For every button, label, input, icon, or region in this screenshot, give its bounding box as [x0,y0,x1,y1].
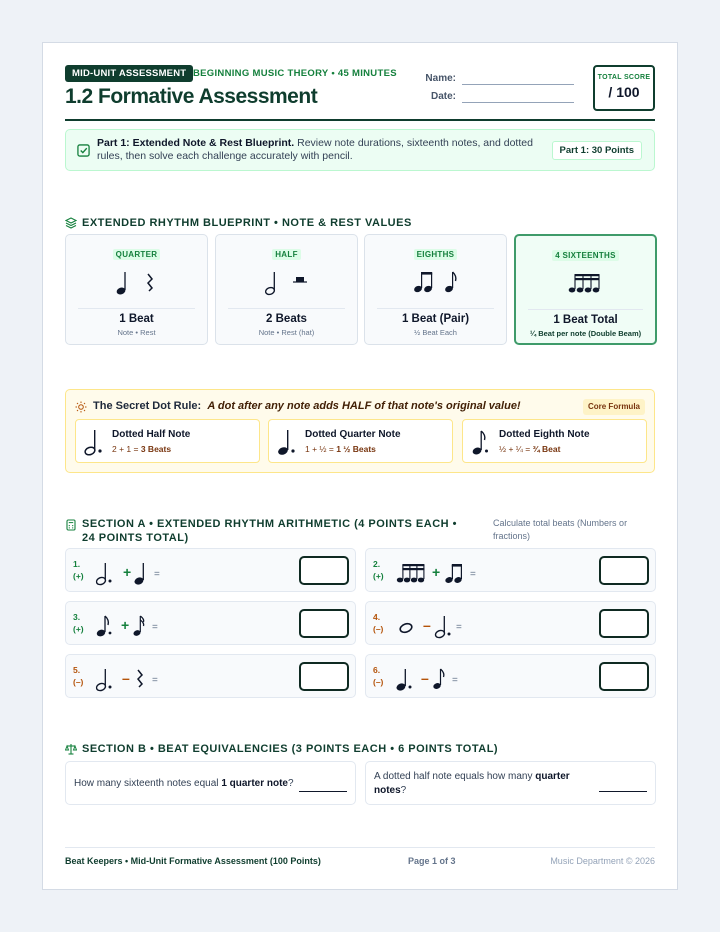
half-note-and-rest-icon [216,268,359,296]
problem-1-expression [92,555,292,587]
page-title: 1.2 Formative Assessment [65,85,318,108]
quarter-note-and-rest-icon [66,268,209,296]
question-b1 [65,761,356,805]
part-points-badge: Part 1: 30 Points [552,141,642,160]
answer-box[interactable] [299,556,349,585]
dotted-eighth-note-icon [469,426,495,458]
problem-2 [365,548,656,592]
problem-number: 4. [373,612,381,622]
dot-rule-statement: A dot after any note adds HALF of that note's original value! [207,400,521,412]
card-sub: Note • Rest (hat) [258,328,315,337]
operator: + [432,564,441,580]
card-sixteenths [514,234,657,345]
problem-sign: (–) [73,677,84,687]
question-b2 [365,761,656,805]
equals: = [154,569,160,580]
operator: – [122,670,130,686]
problem-number: 5. [73,665,81,675]
problem-number: 2. [373,559,381,569]
problem-number: 6. [373,665,381,675]
dotted-half-card [75,419,260,463]
header-divider [65,119,655,121]
answer-box[interactable] [599,662,649,691]
dotted-half-note-icon [82,426,108,458]
question-pre: How many sixteenth notes equal [74,778,222,789]
footer-right: Music Department © 2026 [550,856,655,866]
problem-2-expression [392,555,592,587]
question-post: ? [400,785,407,796]
eighth-notes-icon [365,268,508,296]
equals: = [456,622,462,633]
blueprint-heading [65,217,465,231]
section-a-hint: Calculate total beats (Numbers or fractions) [493,518,628,541]
name-label: Name: [425,73,456,84]
scale-icon [65,743,77,755]
question-text [74,777,294,791]
dotted-name: Dotted Eighth Note [499,429,590,440]
header [65,65,655,121]
answer-blank[interactable] [299,791,347,792]
equals: = [152,622,158,633]
card-eighths [364,234,507,345]
date-field[interactable] [420,91,585,105]
name-line[interactable] [462,84,574,85]
dotted-result: ¾ Beat [532,444,561,454]
card-half [215,234,358,345]
date-line[interactable] [462,102,574,103]
note-value-cards [65,234,655,345]
question-bold: 1 quarter note [221,778,288,789]
problem-3 [65,601,356,645]
checkbox-icon [77,144,90,157]
footer-divider [65,847,655,848]
layers-icon [65,217,77,229]
problem-6 [365,654,656,698]
sixteenth-notes-icon [516,269,657,297]
dotted-formula: 2 + 1 = [112,444,141,454]
operator: + [121,617,130,633]
equals: = [470,569,476,580]
card-sub: Note • Rest [117,328,156,337]
part-banner [65,129,655,171]
operator: + [123,564,132,580]
dot-rule-box [65,389,655,473]
question-pre: A dotted half note equals how many [374,771,536,782]
dotted-formula: ½ + ¼ = [499,444,533,454]
sun-icon [75,401,87,413]
dotted-quarter-card [268,419,453,463]
problem-sign: (–) [373,677,384,687]
equals: = [452,675,458,686]
name-field[interactable] [420,73,585,87]
score-value: / 100 [608,84,640,100]
section-b-heading [65,743,565,757]
card-quarter [65,234,208,345]
card-caption: HALF [272,249,301,260]
dotted-eighth-card [462,419,647,463]
problem-1 [65,548,356,592]
problem-5 [65,654,356,698]
answer-box[interactable] [299,662,349,691]
card-value: 1 Beat (Pair) [401,313,470,325]
dotted-name: Dotted Half Note [112,429,191,440]
date-label: Date: [430,91,456,102]
problem-5-expression [92,661,292,693]
answer-box[interactable] [599,609,649,638]
footer-left: Beat Keepers • Mid-Unit Formative Assessment (100 Points) [65,856,321,866]
assessment-badge: MID-UNIT ASSESSMENT [65,65,193,82]
dotted-result: 3 Beats [140,444,172,454]
answer-blank[interactable] [599,791,647,792]
question-bold: quarter notes [374,771,570,796]
course-subtitle: BEGINNING MUSIC THEORY • 45 MINUTES [193,68,397,79]
problem-sign: (+) [73,624,84,634]
dot-rule-text [93,400,521,412]
card-caption: 4 SIXTEENTHS [552,250,619,261]
equals: = [152,675,158,686]
problem-sign: (+) [73,571,84,581]
problem-6-expression [392,661,592,693]
dotted-quarter-note-icon [275,426,301,458]
calculator-icon [65,519,77,531]
total-score-box [593,65,655,111]
blueprint-heading-text: EXTENDED RHYTHM BLUEPRINT • NOTE & REST VALUES [82,217,412,229]
dotted-name: Dotted Quarter Note [305,429,401,440]
section-a-heading-text: SECTION A • EXTENDED RHYTHM ARITHMETIC (4 POINTS EACH • 24 POINTS TOTAL) [82,518,457,544]
problem-3-expression [92,608,292,640]
card-caption: QUARTER [113,249,161,260]
dotted-result: 1 ½ Beats [336,444,376,454]
problem-4 [365,601,656,645]
worksheet-page [42,42,678,890]
core-formula-tag: Core Formula [583,399,645,415]
card-sub: ¼ Beat per note (Double Beam) [529,329,642,338]
section-b-heading-text: SECTION B • BEAT EQUIVALENCIES (3 POINTS EACH • 6 POINTS TOTAL) [82,743,499,755]
question-text [374,770,589,798]
dot-rule-lead: The Secret Dot Rule: [93,400,202,412]
problem-sign: (+) [373,571,384,581]
answer-box[interactable] [299,609,349,638]
card-value: 1 Beat Total [553,314,618,326]
banner-body: Review note durations, sixteenth notes, and dotted rules, then solve each challenge accurately with pencil. [97,137,533,162]
card-value: 2 Beats [266,313,307,325]
problem-number: 1. [73,559,81,569]
card-sub: ½ Beat Each [414,328,457,337]
problem-sign: (–) [373,624,384,634]
dotted-formula: 1 + ½ = [305,444,337,454]
score-caption: TOTAL SCORE [597,74,651,81]
problem-number: 3. [73,612,81,622]
card-value: 1 Beat [119,313,154,325]
page-number: Page 1 of 3 [408,856,456,866]
problem-4-expression [392,608,592,640]
card-caption: EIGHTHS [414,249,458,260]
question-post: ? [288,778,294,789]
operator: – [421,670,429,686]
operator: – [423,617,431,633]
banner-title: Part 1: Extended Note & Rest Blueprint. [97,137,295,149]
banner-text [97,137,547,163]
answer-box[interactable] [599,556,649,585]
